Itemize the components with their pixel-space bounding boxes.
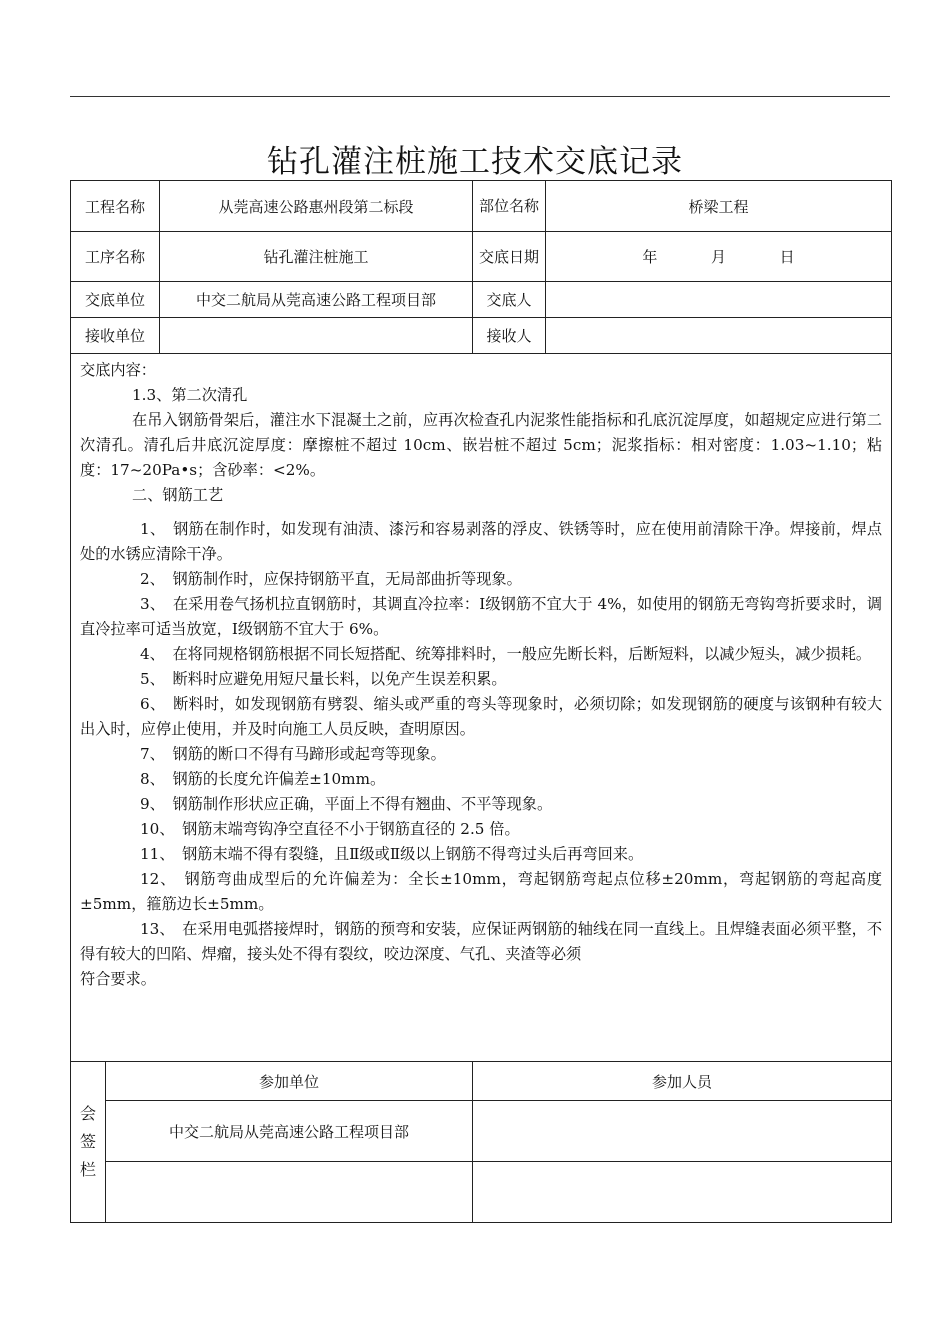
- sign-header-row: [71, 1062, 892, 1101]
- header-rule: [70, 96, 890, 97]
- participating-unit-header: 参加单位: [106, 1062, 473, 1101]
- row-issuing: [71, 282, 892, 318]
- row-receiving: [71, 318, 892, 354]
- content-item: 8、 钢筋的长度允许偏差±10mm。: [140, 770, 386, 788]
- content-cell: [71, 354, 892, 1062]
- content-item: 11、 钢筋末端不得有裂缝，且Ⅱ级或Ⅱ级以上钢筋不得弯过头后再弯回来。: [140, 845, 644, 863]
- content-item: 1、 钢筋在制作时，如发现有油渍、漆污和容易剥落的浮皮、铁锈等时，应在使用前清除干净。焊接前，焊点处的水锈应清除干净。: [80, 520, 883, 563]
- receiving-unit-value: [160, 318, 473, 354]
- date-day: 日: [779, 248, 795, 266]
- issuer-label: 交底人: [473, 282, 546, 318]
- handover-content: [80, 358, 882, 992]
- participating-unit: [106, 1162, 473, 1223]
- sign-row: [71, 1162, 892, 1223]
- content-item: 7、 钢筋的断口不得有马蹄形或起弯等现象。: [140, 745, 446, 763]
- receiving-unit-label: 接收单位: [71, 318, 160, 354]
- content-heading: 交底内容：: [80, 361, 156, 379]
- row-process: [71, 232, 892, 282]
- part-name-label: 部位名称: [473, 181, 546, 232]
- row-content: [71, 354, 892, 1062]
- project-name-label: 工程名称: [71, 181, 160, 232]
- sign-section-label: [71, 1062, 106, 1223]
- content-item: 2、 钢筋制作时，应保持钢筋平直，无局部曲折等现象。: [140, 570, 522, 588]
- participating-person: [473, 1162, 892, 1223]
- issuing-unit-label: 交底单位: [71, 282, 160, 318]
- row-project: [71, 181, 892, 232]
- content-tail: 符合要求。: [80, 970, 156, 988]
- process-name-label: 工序名称: [71, 232, 160, 282]
- document-title: 钻孔灌注桩施工技术交底记录: [267, 144, 683, 180]
- issuer-value: [546, 282, 892, 318]
- process-name-value: 钻孔灌注桩施工: [160, 232, 473, 282]
- part-name-value: 桥梁工程: [546, 181, 892, 232]
- date-year: 年: [642, 248, 658, 266]
- section-heading: 二、钢筋工艺: [132, 486, 224, 504]
- sign-label-char: 会: [79, 1104, 96, 1123]
- content-item: 4、 在将同规格钢筋根据不同长短搭配、统筹排料时，一般应先断长料，后断短料，以减少短头，减少损耗。: [140, 645, 872, 663]
- participating-person-header: 参加人员: [473, 1062, 892, 1101]
- sign-row: [71, 1101, 892, 1162]
- participating-unit: 中交二航局从莞高速公路工程项目部: [106, 1101, 473, 1162]
- content-item: 10、 钢筋末端弯钩净空直径不小于钢筋直径的 2.5 倍。: [140, 820, 520, 838]
- project-name-value: 从莞高速公路惠州段第二标段: [160, 181, 473, 232]
- content-item: 5、 断料时应避免用短尺量长料，以免产生误差积累。: [140, 670, 507, 688]
- content-item: 13、 在采用电弧搭接焊时，钢筋的预弯和安装，应保证两钢筋的轴线在同一直线上。且焊缝表面必须平整，不得有较大的凹陷、焊瘤，接头处不得有裂纹，咬边深度、气孔、夹渣等必须: [80, 920, 883, 963]
- date-month: 月: [711, 248, 727, 266]
- date-label: 交底日期: [473, 232, 546, 282]
- content-item: 3、 在采用卷气扬机拉直钢筋时，其调直冷拉率：Ⅰ级钢筋不宜大于 4%，如使用的钢筋无弯钩弯折要求时，调直冷拉率可适当放宽，Ⅰ级钢筋不宜大于 6%。: [80, 595, 883, 638]
- content-subheading: 1.3、第二次清孔: [132, 386, 248, 404]
- receiver-label: 接收人: [473, 318, 546, 354]
- issuing-unit-value: 中交二航局从莞高速公路工程项目部: [160, 282, 473, 318]
- sign-label-char: 栏: [79, 1160, 96, 1179]
- date-value: [546, 232, 892, 282]
- receiver-value: [546, 318, 892, 354]
- handover-form: [70, 180, 892, 1223]
- content-paragraph: 在吊入钢筋骨架后，灌注水下混凝土之前，应再次检查孔内泥浆性能指标和孔底沉淀厚度，如超规定应进行第二次清孔。清孔后井底沉淀厚度：摩擦桩不超过 10cm、嵌岩桩不超过 5cm；泥浆指标：相对密度：1.03~1.10；粘度：17~20Pa•s；含砂率：<2%。: [80, 411, 883, 479]
- sign-label-char: 签: [79, 1132, 96, 1151]
- content-item: 9、 钢筋制作形状应正确，平面上不得有翘曲、不平等现象。: [140, 795, 553, 813]
- participating-person: [473, 1101, 892, 1162]
- content-item: 12、 钢筋弯曲成型后的允许偏差为：全长±10mm，弯起钢筋弯起点位移±20mm，弯起钢筋的弯起高度±5mm，箍筋边长±5mm。: [80, 870, 883, 913]
- content-item: 6、 断料时，如发现钢筋有劈裂、缩头或严重的弯头等现象时，必须切除；如发现钢筋的硬度与该钢种有较大出入时，应停止使用，并及时向施工人员反映，查明原因。: [80, 695, 883, 738]
